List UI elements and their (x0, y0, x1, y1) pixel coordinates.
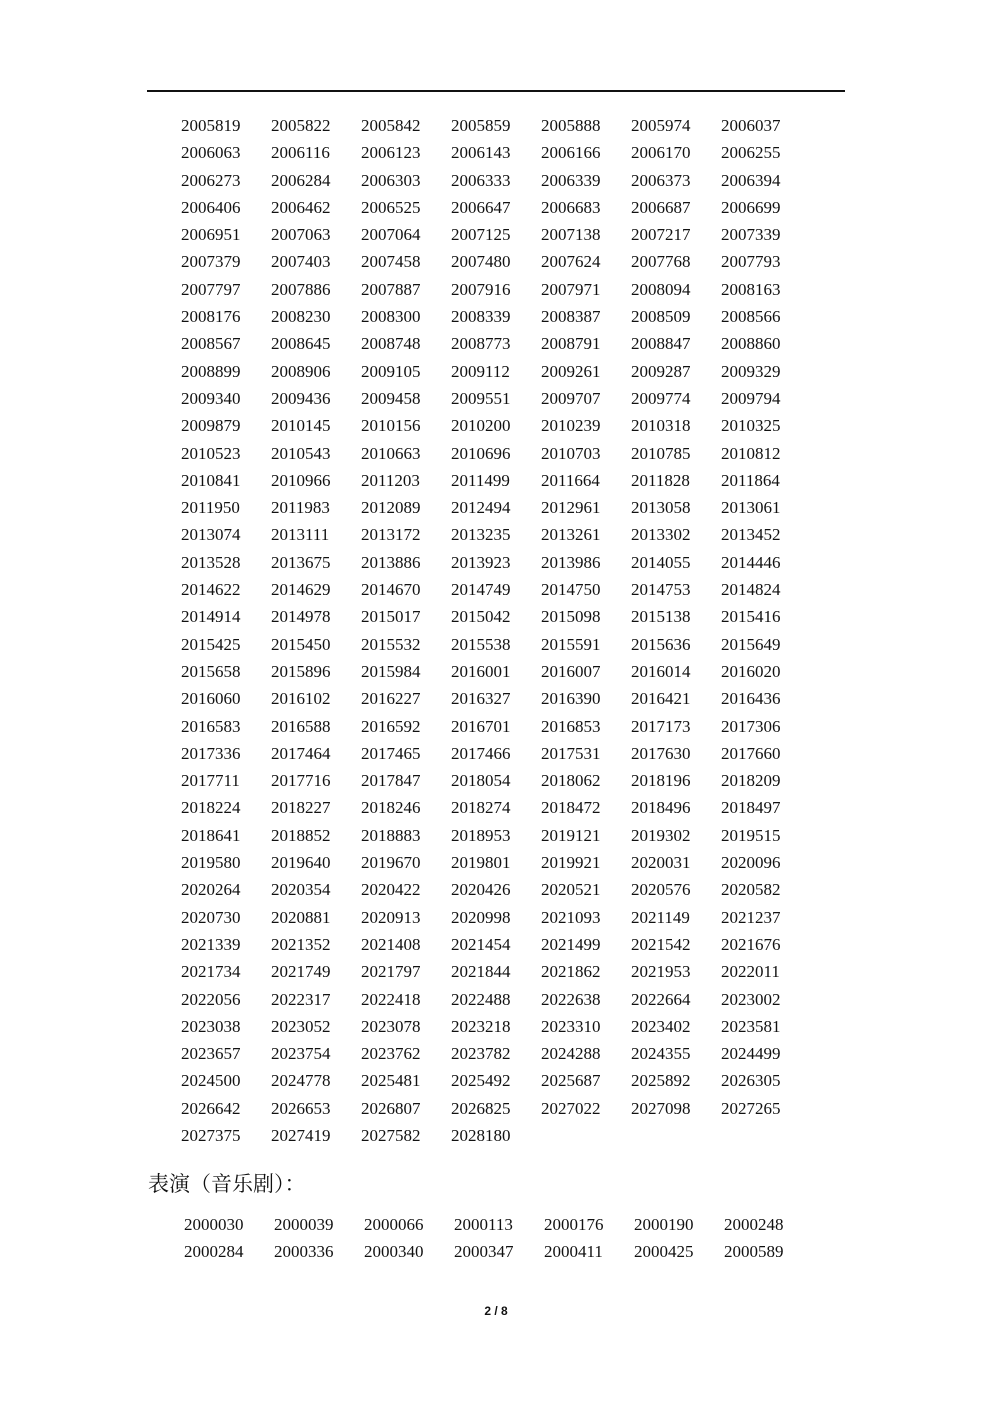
admission-number: 2027582 (361, 1125, 421, 1145)
musical-performance-number: 2000190 (634, 1215, 694, 1234)
admission-number: 2021676 (721, 934, 781, 954)
admission-number: 2007339 (721, 225, 781, 245)
admission-number: 2006683 (541, 197, 601, 217)
admission-number: 2006394 (721, 170, 781, 190)
admission-number: 2011950 (181, 498, 240, 518)
admission-number: 2010523 (181, 443, 241, 463)
admission-number: 2006063 (181, 143, 241, 163)
musical-performance-number: 2000411 (544, 1242, 603, 1262)
admission-number: 2006284 (271, 170, 331, 190)
admission-number: 2025481 (361, 1071, 421, 1091)
admission-number: 2019302 (631, 825, 691, 845)
admission-number: 2006116 (271, 143, 330, 163)
admission-number: 2016592 (361, 716, 421, 736)
admission-number: 2022011 (721, 962, 780, 982)
admission-number: 2023002 (721, 989, 781, 1009)
admission-number: 2007125 (451, 225, 511, 245)
admission-number: 2007886 (271, 279, 331, 299)
admission-number: 2016001 (451, 661, 511, 681)
admission-number: 2017630 (631, 743, 691, 763)
admission-number: 2009105 (361, 361, 421, 381)
admission-number: 2013452 (721, 525, 781, 545)
admission-number: 2006166 (541, 143, 601, 163)
musical-performance-number: 2000589 (724, 1242, 784, 1262)
admission-number: 2019121 (541, 825, 601, 845)
admission-number: 2023754 (271, 1044, 331, 1064)
admission-number: 2021797 (361, 962, 421, 982)
admission-number: 2020096 (721, 853, 781, 873)
admission-number: 2005859 (451, 116, 511, 135)
admission-number: 2020582 (721, 880, 781, 900)
admission-number: 2016583 (181, 716, 241, 736)
admission-number: 2017465 (361, 743, 421, 763)
admission-number: 2018209 (721, 771, 781, 791)
page-number: 2 / 8 (484, 1304, 508, 1318)
admission-number: 2008176 (181, 307, 241, 327)
admission-number: 2007138 (541, 225, 601, 245)
admission-number: 2007916 (451, 279, 511, 299)
admission-number: 2007480 (451, 252, 511, 272)
admission-number: 2005822 (271, 116, 331, 135)
admission-number: 2019580 (181, 853, 241, 873)
admission-number: 2018472 (541, 798, 601, 818)
admission-number: 2018852 (271, 825, 331, 845)
admission-number: 2016436 (721, 689, 781, 709)
admission-number: 2010145 (271, 416, 331, 436)
admission-number: 2016014 (631, 661, 691, 681)
admission-number: 2007217 (631, 225, 691, 245)
admission-number: 2021237 (721, 907, 781, 927)
admission-number: 2020031 (631, 853, 691, 873)
admission-number: 2017306 (721, 716, 781, 736)
admission-number: 2016327 (451, 689, 511, 709)
admission-number: 2008300 (361, 307, 421, 327)
admission-number: 2010841 (181, 470, 241, 490)
admission-number: 2016227 (361, 689, 421, 709)
admission-number: 2015896 (271, 661, 331, 681)
admission-number: 2010543 (271, 443, 331, 463)
admission-number: 2012961 (541, 498, 601, 518)
admission-number: 2026305 (721, 1071, 781, 1091)
admission-number: 2021953 (631, 962, 691, 982)
admission-number: 2008906 (271, 361, 331, 381)
admission-number: 2013061 (721, 498, 781, 518)
admission-number: 2010785 (631, 443, 691, 463)
admission-number: 2020998 (451, 907, 511, 927)
admission-number: 2018274 (451, 798, 511, 818)
admission-number: 2021149 (631, 907, 690, 927)
admission-number: 2013302 (631, 525, 691, 545)
admission-number: 2020354 (271, 880, 331, 900)
admission-number: 2006170 (631, 143, 691, 163)
admission-number: 2006647 (451, 197, 511, 217)
admission-number: 2005842 (361, 116, 421, 135)
admission-number: 2006525 (361, 197, 421, 217)
admission-number: 2014629 (271, 580, 331, 600)
admission-number: 2010200 (451, 416, 511, 436)
admission-number: 2020881 (271, 907, 331, 927)
admission-number: 2011203 (361, 470, 420, 490)
admission-number: 2007379 (181, 252, 241, 272)
admission-number: 2024778 (271, 1071, 331, 1091)
musical-performance-number-list (184, 1211, 814, 1266)
admission-number: 2008566 (721, 307, 781, 327)
admission-number: 2016102 (271, 689, 331, 709)
admission-number: 2014753 (631, 580, 691, 600)
admission-number: 2009879 (181, 416, 241, 436)
admission-number: 2013261 (541, 525, 601, 545)
musical-performance-number: 2000425 (634, 1242, 694, 1262)
musical-performance-number: 2000336 (274, 1242, 334, 1262)
admission-number: 2021408 (361, 934, 421, 954)
admission-number: 2008339 (451, 307, 511, 327)
admission-number: 2008791 (541, 334, 601, 354)
admission-number: 2023310 (541, 1016, 601, 1036)
admission-number: 2018227 (271, 798, 331, 818)
header-rule (147, 90, 845, 92)
admission-number: 2021093 (541, 907, 601, 927)
admission-number: 2007793 (721, 252, 781, 272)
admission-number: 2015636 (631, 634, 691, 654)
admission-number: 2021844 (451, 962, 511, 982)
admission-number: 2008163 (721, 279, 781, 299)
admission-number: 2014670 (361, 580, 421, 600)
admission-number: 2017336 (181, 743, 241, 763)
admission-number: 2015138 (631, 607, 691, 627)
admission-number: 2009436 (271, 388, 331, 408)
admission-number: 2009707 (541, 388, 601, 408)
admission-number: 2010156 (361, 416, 421, 436)
admission-number: 2018641 (181, 825, 241, 845)
admission-number: 2008230 (271, 307, 331, 327)
admission-number: 2017847 (361, 771, 421, 791)
admission-number: 2026653 (271, 1098, 331, 1118)
admission-number: 2026825 (451, 1098, 511, 1118)
admission-number: 2020730 (181, 907, 241, 927)
admission-number: 2019801 (451, 853, 511, 873)
admission-number: 2011499 (451, 470, 510, 490)
admission-number: 2013058 (631, 498, 691, 518)
admission-number: 2023782 (451, 1044, 511, 1064)
admission-number: 2008509 (631, 307, 691, 327)
admission-number: 2018062 (541, 771, 601, 791)
admission-number: 2017173 (631, 716, 691, 736)
admission-number: 2027375 (181, 1125, 241, 1145)
admission-number: 2018497 (721, 798, 781, 818)
admission-number: 2009329 (721, 361, 781, 381)
admission-number: 2017711 (181, 771, 240, 791)
admission-number: 2010696 (451, 443, 511, 463)
admission-number: 2017716 (271, 771, 331, 791)
admission-number: 2006273 (181, 170, 241, 190)
admission-number: 2008387 (541, 307, 601, 327)
admission-number: 2009774 (631, 388, 691, 408)
admission-number: 2022418 (361, 989, 421, 1009)
admission-number: 2006303 (361, 170, 421, 190)
admission-number: 2013111 (271, 525, 330, 545)
admission-number: 2014750 (541, 580, 601, 600)
admission-number: 2015532 (361, 634, 421, 654)
admission-number: 2027419 (271, 1125, 331, 1145)
admission-number: 2027022 (541, 1098, 601, 1118)
admission-number: 2015042 (451, 607, 511, 627)
admission-number-list (181, 112, 811, 1149)
admission-number: 2013675 (271, 552, 331, 572)
musical-performance-number: 2000284 (184, 1242, 244, 1262)
admission-number: 2019670 (361, 853, 421, 873)
admission-number: 2015649 (721, 634, 781, 654)
admission-number: 2007797 (181, 279, 241, 299)
admission-number: 2025492 (451, 1071, 511, 1091)
admission-number: 2018054 (451, 771, 511, 791)
admission-number: 2019921 (541, 853, 601, 873)
admission-number: 2007064 (361, 225, 421, 245)
admission-number: 2009340 (181, 388, 241, 408)
admission-number: 2028180 (451, 1125, 511, 1145)
admission-number: 2006373 (631, 170, 691, 190)
admission-number: 2023218 (451, 1016, 511, 1036)
musical-performance-number: 2000039 (274, 1215, 334, 1234)
admission-number: 2010966 (271, 470, 331, 490)
admission-number: 2024355 (631, 1044, 691, 1064)
admission-number: 2007458 (361, 252, 421, 272)
admission-number: 2020426 (451, 880, 511, 900)
admission-number: 2013074 (181, 525, 241, 545)
admission-number: 2021352 (271, 934, 331, 954)
admission-number: 2014914 (181, 607, 241, 627)
admission-number: 2007403 (271, 252, 331, 272)
admission-number: 2010318 (631, 416, 691, 436)
admission-number: 2025687 (541, 1071, 601, 1091)
admission-number: 2015450 (271, 634, 331, 654)
admission-number: 2026642 (181, 1098, 241, 1118)
admission-number: 2021339 (181, 934, 241, 954)
admission-number: 2022638 (541, 989, 601, 1009)
admission-number: 2016007 (541, 661, 601, 681)
admission-number: 2009287 (631, 361, 691, 381)
admission-number: 2023402 (631, 1016, 691, 1036)
admission-number: 2024499 (721, 1044, 781, 1064)
admission-number: 2007887 (361, 279, 421, 299)
admission-number: 2007063 (271, 225, 331, 245)
admission-number: 2022317 (271, 989, 331, 1009)
admission-number: 2021499 (541, 934, 601, 954)
admission-number: 2019640 (271, 853, 331, 873)
admission-number: 2013172 (361, 525, 421, 545)
admission-number: 2015984 (361, 661, 421, 681)
admission-number: 2021749 (271, 962, 331, 982)
admission-number: 2014622 (181, 580, 241, 600)
admission-number: 2011864 (721, 470, 780, 490)
admission-number: 2020521 (541, 880, 601, 900)
admission-number: 2014055 (631, 552, 691, 572)
admission-number: 2018496 (631, 798, 691, 818)
admission-number: 2019515 (721, 825, 781, 845)
admission-number: 2021454 (451, 934, 511, 954)
admission-number: 2022056 (181, 989, 241, 1009)
admission-number: 2021542 (631, 934, 691, 954)
musical-performance-number: 2000248 (724, 1215, 784, 1234)
admission-number: 2022488 (451, 989, 511, 1009)
admission-number: 2015538 (451, 634, 511, 654)
admission-number: 2010325 (721, 416, 781, 436)
admission-number: 2016588 (271, 716, 331, 736)
admission-number: 2018196 (631, 771, 691, 791)
admission-number: 2016390 (541, 689, 601, 709)
admission-number: 2013886 (361, 552, 421, 572)
admission-number: 2008847 (631, 334, 691, 354)
admission-number: 2005974 (631, 116, 691, 135)
admission-number: 2015017 (361, 607, 421, 627)
admission-number: 2014978 (271, 607, 331, 627)
admission-number: 2015416 (721, 607, 781, 627)
admission-number: 2016421 (631, 689, 691, 709)
admission-number: 2010812 (721, 443, 781, 463)
admission-number: 2012494 (451, 498, 511, 518)
admission-number: 2018246 (361, 798, 421, 818)
admission-number: 2009794 (721, 388, 781, 408)
admission-number: 2006255 (721, 143, 781, 163)
admission-number: 2023052 (271, 1016, 331, 1036)
admission-number: 2020422 (361, 880, 421, 900)
admission-number: 2006951 (181, 225, 241, 245)
admission-number: 2021862 (541, 962, 601, 982)
admission-number: 2009551 (451, 388, 511, 408)
admission-number: 2013528 (181, 552, 241, 572)
admission-number: 2007768 (631, 252, 691, 272)
admission-number: 2008645 (271, 334, 331, 354)
admission-number: 2017660 (721, 743, 781, 763)
admission-number: 2021734 (181, 962, 241, 982)
admission-number: 2007971 (541, 279, 601, 299)
admission-number: 2014446 (721, 552, 781, 572)
admission-number: 2008094 (631, 279, 691, 299)
admission-number: 2026807 (361, 1098, 421, 1118)
admission-number: 2024288 (541, 1044, 601, 1064)
admission-number: 2016701 (451, 716, 511, 736)
admission-number: 2015098 (541, 607, 601, 627)
admission-number: 2006123 (361, 143, 421, 163)
admission-number: 2016060 (181, 689, 241, 709)
admission-number: 2009261 (541, 361, 601, 381)
admission-number: 2009112 (451, 361, 510, 381)
admission-number: 2011828 (631, 470, 690, 490)
admission-number: 2006143 (451, 143, 511, 163)
admission-number: 2014749 (451, 580, 511, 600)
admission-number: 2020576 (631, 880, 691, 900)
admission-number: 2014824 (721, 580, 781, 600)
admission-number: 2022664 (631, 989, 691, 1009)
admission-number: 2023078 (361, 1016, 421, 1036)
admission-number: 2008773 (451, 334, 511, 354)
admission-number: 2006699 (721, 197, 781, 217)
admission-number: 2010239 (541, 416, 601, 436)
admission-number: 2016853 (541, 716, 601, 736)
admission-number: 2018953 (451, 825, 511, 845)
admission-number: 2006687 (631, 197, 691, 217)
admission-number: 2008748 (361, 334, 421, 354)
admission-number: 2023762 (361, 1044, 421, 1064)
admission-number: 2015591 (541, 634, 601, 654)
admission-number: 2010703 (541, 443, 601, 463)
admission-number: 2016020 (721, 661, 781, 681)
musical-performance-number: 2000340 (364, 1242, 424, 1262)
admission-number: 2008860 (721, 334, 781, 354)
admission-number: 2006037 (721, 116, 781, 135)
admission-number: 2006406 (181, 197, 241, 217)
admission-number: 2007624 (541, 252, 601, 272)
section-heading-musical-performance: 表演（音乐剧）： (148, 1172, 306, 1196)
admission-number: 2015658 (181, 661, 241, 681)
admission-number: 2010663 (361, 443, 421, 463)
admission-number: 2018883 (361, 825, 421, 845)
admission-number: 2005888 (541, 116, 601, 135)
admission-number: 2011983 (271, 498, 330, 518)
admission-number: 2017464 (271, 743, 331, 763)
admission-number: 2018224 (181, 798, 241, 818)
admission-number: 2006339 (541, 170, 601, 190)
admission-number: 2015425 (181, 634, 241, 654)
admission-number: 2011664 (541, 470, 600, 490)
admission-number: 2009458 (361, 388, 421, 408)
admission-number: 2020913 (361, 907, 421, 927)
musical-performance-number: 2000176 (544, 1215, 604, 1234)
musical-performance-number: 2000113 (454, 1215, 513, 1234)
musical-performance-number: 2000030 (184, 1215, 244, 1234)
admission-number: 2012089 (361, 498, 421, 518)
admission-number: 2006333 (451, 170, 511, 190)
musical-performance-number: 2000066 (364, 1215, 424, 1234)
admission-number: 2025892 (631, 1071, 691, 1091)
admission-number: 2023657 (181, 1044, 241, 1064)
admission-number: 2005819 (181, 116, 241, 135)
admission-number: 2006462 (271, 197, 331, 217)
admission-number: 2008899 (181, 361, 241, 381)
admission-number: 2027098 (631, 1098, 691, 1118)
admission-number: 2017466 (451, 743, 511, 763)
admission-number: 2008567 (181, 334, 241, 354)
admission-number: 2013986 (541, 552, 601, 572)
admission-number: 2023581 (721, 1016, 781, 1036)
admission-number: 2020264 (181, 880, 241, 900)
admission-number: 2013235 (451, 525, 511, 545)
admission-number: 2027265 (721, 1098, 781, 1118)
admission-number: 2013923 (451, 552, 511, 572)
admission-number: 2023038 (181, 1016, 241, 1036)
admission-number: 2024500 (181, 1071, 241, 1091)
musical-performance-number: 2000347 (454, 1242, 514, 1262)
admission-number: 2017531 (541, 743, 601, 763)
